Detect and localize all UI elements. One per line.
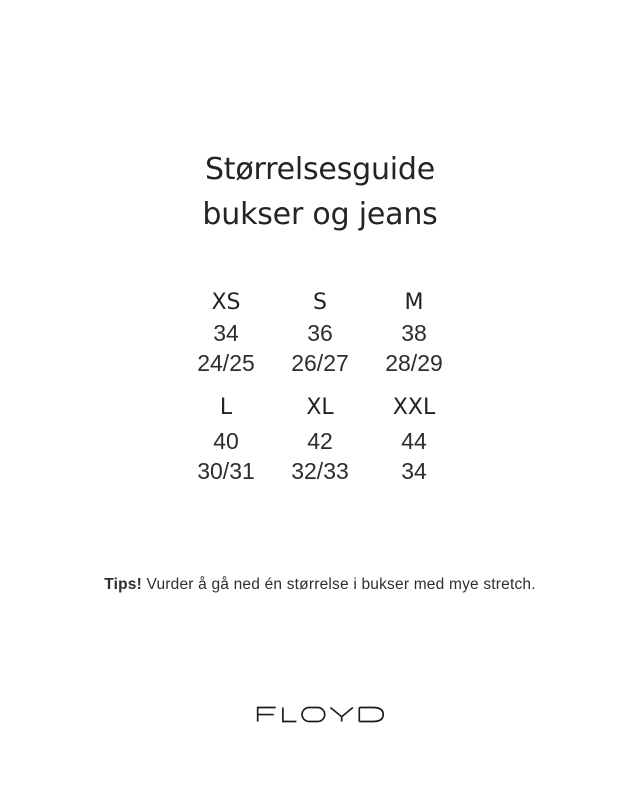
page-title-line1: Størrelsesguide	[204, 152, 436, 187]
size-column-s	[273, 288, 367, 378]
size-inches: 32/33	[291, 458, 349, 484]
size-group-row1	[0, 288, 640, 378]
size-label: XXL	[392, 395, 436, 420]
tip-label: Tips!	[104, 576, 142, 593]
size-eu: 42	[307, 428, 333, 454]
size-group-row2	[0, 393, 640, 486]
tip-note	[0, 576, 640, 594]
size-label: L	[219, 395, 233, 420]
size-inches: 30/31	[197, 458, 255, 484]
size-eu: 44	[401, 428, 427, 454]
size-inches: 26/27	[291, 350, 349, 376]
size-column-xl	[273, 393, 367, 486]
size-label: XS	[211, 290, 241, 315]
size-column-xs	[179, 288, 273, 378]
tip-text: Vurder å gå ned én størrelse i bukser med mye stretch.	[146, 576, 536, 593]
page-title-line2: bukser og jeans	[202, 197, 438, 232]
size-eu: 36	[307, 320, 333, 346]
size-column-xxl	[367, 393, 461, 486]
size-eu: 34	[213, 320, 239, 346]
size-label: S	[313, 290, 327, 315]
size-eu: 40	[213, 428, 239, 454]
size-eu: 38	[401, 320, 427, 346]
size-table	[0, 288, 640, 486]
page-title	[0, 0, 640, 237]
size-column-m	[367, 288, 461, 378]
size-column-l	[179, 393, 273, 486]
floyd-logo	[256, 706, 384, 723]
size-inches: 28/29	[385, 350, 443, 376]
brand-logo-row	[0, 706, 640, 723]
size-label: XL	[306, 395, 334, 420]
size-inches: 24/25	[197, 350, 255, 376]
size-inches: 34	[401, 458, 427, 484]
size-label: M	[404, 290, 424, 315]
